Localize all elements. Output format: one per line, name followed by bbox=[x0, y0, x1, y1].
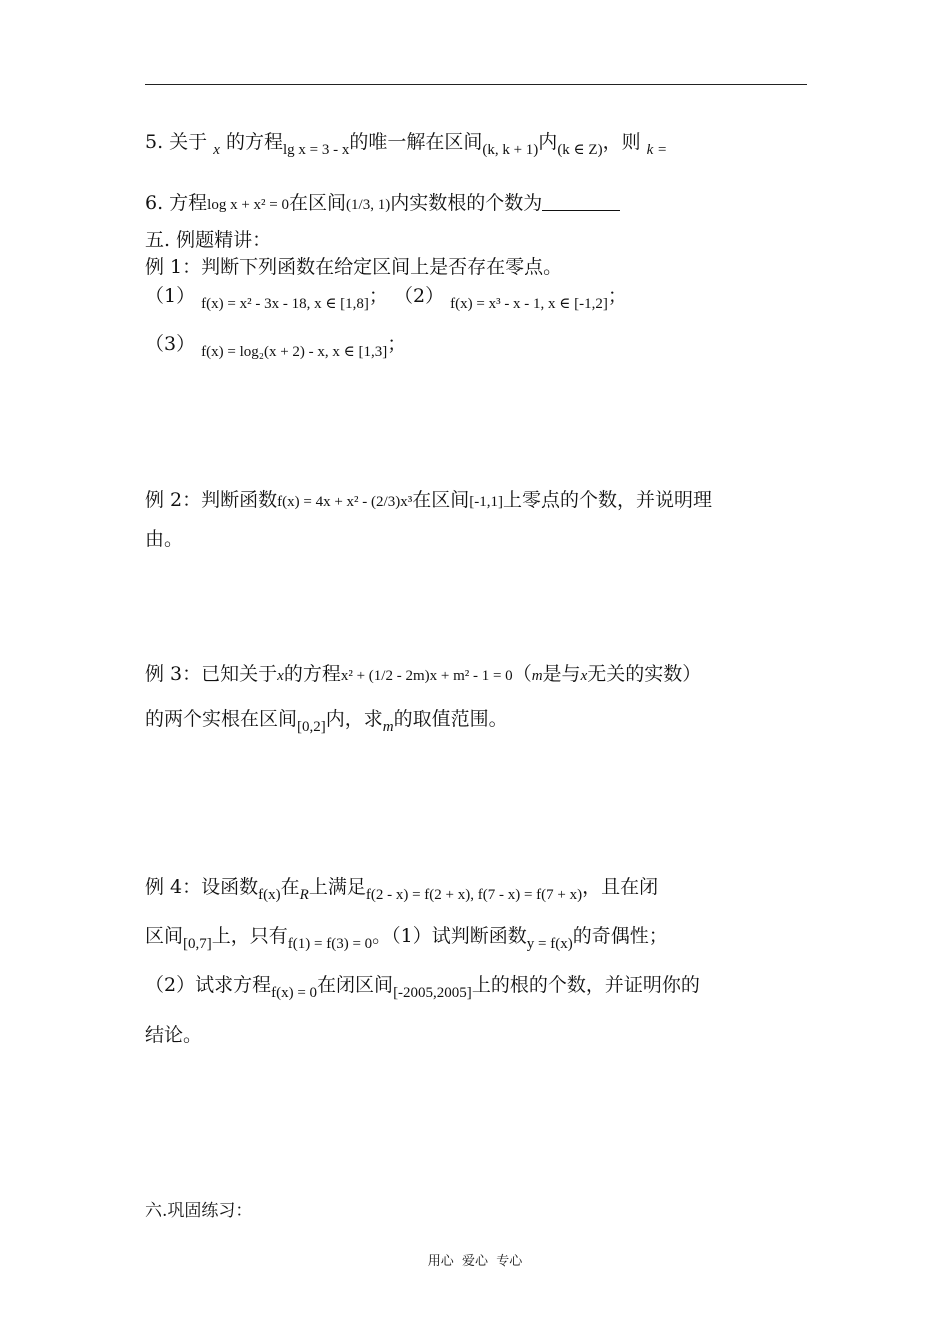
example-4-line-1 bbox=[145, 872, 658, 904]
p5-text-3: 的唯一解在区间 bbox=[349, 131, 483, 153]
p5-equation: lg x = 3 - x bbox=[282, 142, 350, 158]
ex4-text-5: 区间 bbox=[145, 925, 184, 947]
ex3-text-8: 的取值范围。 bbox=[393, 708, 508, 730]
p6-interval: (1/3, 1) bbox=[346, 197, 391, 213]
example-3-line-1 bbox=[145, 659, 701, 686]
ex4-function: f(x) bbox=[258, 887, 281, 903]
ex4-text-10: 在闭区间 bbox=[317, 974, 394, 996]
p5-text-4: 内 bbox=[538, 131, 558, 153]
p5-var-x: x bbox=[213, 142, 220, 158]
p5-answer-k: k = bbox=[646, 142, 668, 158]
ex3-var-m-2: m bbox=[382, 719, 394, 735]
ex3-text-2: 的方程 bbox=[283, 663, 341, 685]
ex4-text-8: 的奇偶性； bbox=[572, 925, 668, 947]
example-3-line-2 bbox=[145, 704, 508, 736]
ex4-conditions: f(2 - x) = f(2 + x), f(7 - x) = f(7 + x) bbox=[365, 887, 583, 903]
ex1-sep-2: ； bbox=[607, 285, 627, 307]
ex4-text-2: 在 bbox=[280, 876, 300, 898]
ex3-text-5: 无关的实数） bbox=[587, 663, 702, 685]
example-4-line-2 bbox=[145, 921, 668, 953]
ex4-text-3: 上满足 bbox=[308, 876, 366, 898]
ex1-num-2: （2） bbox=[393, 285, 445, 307]
p6-equation: log x + x² = 0 bbox=[207, 197, 290, 213]
ex4-text-11: 上的根的个数，并证明你的 bbox=[471, 974, 700, 996]
problem-6 bbox=[145, 188, 620, 215]
header-rule bbox=[145, 84, 807, 85]
ex3-text-3: （ bbox=[512, 663, 532, 685]
example-4-line-3 bbox=[145, 970, 700, 1002]
footer-text-3: 专心 bbox=[496, 1254, 523, 1269]
ex4-equation: f(x) = 0 bbox=[271, 985, 318, 1001]
p6-text-2: 在区间 bbox=[289, 192, 347, 214]
ex3-var-m: m bbox=[531, 668, 543, 684]
page-footer bbox=[0, 1250, 950, 1269]
ex4-interval-2: [-2005,2005] bbox=[393, 985, 472, 1001]
example-1-part-3 bbox=[145, 329, 406, 361]
ex4-text-4: ，且在闭 bbox=[582, 876, 659, 898]
ex1-sep-1: ； bbox=[368, 285, 388, 307]
section-5-heading: 五. 例题精讲： bbox=[145, 229, 272, 251]
example-1-parts-1-2 bbox=[145, 281, 627, 313]
ex3-equation: x² + (1/2 - 2m)x + m² - 1 = 0 bbox=[340, 668, 513, 684]
section-6-heading: 六.巩固练习： bbox=[145, 1201, 253, 1221]
ex1-num-1: （1） bbox=[145, 285, 196, 307]
footer-text-1: 用心 bbox=[427, 1254, 454, 1269]
ex3-var-x: x bbox=[277, 668, 284, 684]
ex3-text-6: 的两个实根在区间 bbox=[145, 708, 298, 730]
ex2-text-1: 例 2：判断函数 bbox=[145, 489, 278, 511]
ex3-interval: [0,2] bbox=[297, 719, 326, 735]
example-2-line-2: 由。 bbox=[145, 528, 184, 550]
p6-text-3: 内实数根的个数为 bbox=[390, 192, 543, 214]
ex3-text-7: 内，求 bbox=[325, 708, 383, 730]
ex4-text-1: 例 4：设函数 bbox=[145, 876, 259, 898]
p5-text-1: 5. 关于 bbox=[145, 131, 208, 153]
example-2-line-1 bbox=[145, 485, 712, 512]
ex4-text-9: （2）试求方程 bbox=[145, 974, 272, 996]
ex1-sep-3: ； bbox=[387, 333, 407, 355]
ex3-text-4: 是与 bbox=[542, 663, 581, 685]
p5-condition: (k ∈ Z) bbox=[557, 142, 603, 158]
p6-answer-blank bbox=[542, 194, 620, 211]
footer-text-2: 爱心 bbox=[461, 1254, 488, 1269]
example-1-title: 例 1：判断下列函数在给定区间上是否存在零点。 bbox=[145, 256, 563, 278]
ex2-interval: [-1,1] bbox=[469, 494, 503, 510]
p5-interval: (k, k + 1) bbox=[482, 142, 539, 158]
ex4-interval: [0,7] bbox=[183, 936, 212, 952]
ex3-text-1: 例 3：已知关于 bbox=[145, 663, 278, 685]
ex2-function: f(x) = 4x + x² - (2/3)x³ bbox=[277, 494, 413, 510]
ex1-num-3: （3） bbox=[145, 333, 196, 355]
ex1-function-1: f(x) = x² - 3x - 18, x ∈ [1,8] bbox=[201, 296, 369, 312]
ex4-set-R: R bbox=[299, 887, 309, 903]
ex3-var-x-2: x bbox=[580, 668, 588, 684]
p6-text-1: 6. 方程 bbox=[145, 192, 208, 214]
ex1-function-2: f(x) = x³ - x - 1, x ∈ [-1,2] bbox=[450, 296, 608, 312]
ex4-text-6: 上，只有 bbox=[211, 925, 288, 947]
ex4-y-function: y = f(x) bbox=[526, 936, 573, 952]
p5-text-5: ，则 bbox=[602, 131, 641, 153]
example-4-line-4: 结论。 bbox=[145, 1024, 203, 1046]
p5-text-2: 的方程 bbox=[225, 131, 283, 153]
ex2-text-2: 在区间 bbox=[412, 489, 470, 511]
ex2-text-3: 上零点的个数，并说明理 bbox=[502, 489, 712, 511]
problem-5 bbox=[145, 127, 667, 159]
ex1-function-3: f(x) = log₂(x + 2) - x, x ∈ [1,3] bbox=[201, 344, 388, 360]
ex4-text-7: 。（1）试判断函数 bbox=[372, 925, 527, 947]
ex4-roots: f(1) = f(3) = 0 bbox=[287, 936, 373, 952]
